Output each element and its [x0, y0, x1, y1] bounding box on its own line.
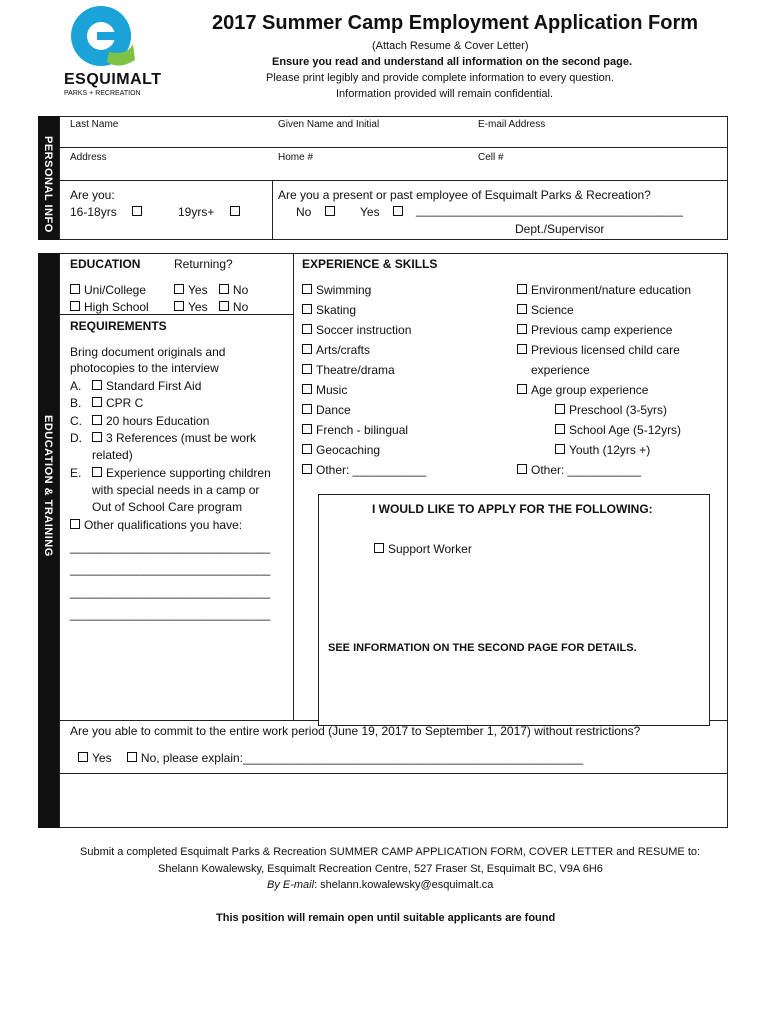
req-e-text: Experience supporting children — [106, 466, 271, 480]
age-preschool-checkbox[interactable] — [555, 404, 565, 414]
req-a-letter: A. — [70, 379, 82, 393]
qualification-line-1[interactable]: ______________________________ — [70, 540, 271, 554]
skill-soccer-checkbox[interactable] — [302, 324, 312, 334]
skill-environment-checkbox[interactable] — [517, 284, 527, 294]
logo-sub: PARKS + RECREATION — [64, 90, 141, 97]
req-c-text: 20 hours Education — [106, 414, 210, 428]
dept-blank[interactable]: ________________________________________ — [416, 203, 683, 217]
age-19-plus-checkbox[interactable] — [230, 206, 240, 216]
employee-yes-checkbox[interactable] — [393, 206, 403, 216]
education-side-label: EDUCATION & TRAINING — [38, 253, 59, 828]
support-worker-label: Support Worker — [388, 542, 472, 556]
skill-skating-checkbox[interactable] — [302, 304, 312, 314]
high-school-checkbox[interactable] — [70, 301, 80, 311]
skill-child-care-label-2: experience — [531, 363, 590, 377]
email-label[interactable]: E-mail Address — [478, 119, 546, 130]
req-e-letter: E. — [70, 466, 82, 480]
age-19-plus-label: 19yrs+ — [178, 205, 215, 219]
skill-science-checkbox[interactable] — [517, 304, 527, 314]
header-line1: (Attach Resume & Cover Letter) — [372, 40, 529, 52]
req-c-letter: C. — [70, 414, 82, 428]
skill-arts-label: Arts/crafts — [316, 343, 371, 357]
qualification-line-2[interactable]: ______________________________ — [70, 562, 271, 576]
req-e-text-3: Out of School Care program — [92, 500, 243, 514]
age-preschool-label: Preschool (3-5yrs) — [569, 403, 668, 417]
apply-box — [318, 494, 710, 726]
skill-environment-label: Environment/nature education — [531, 283, 692, 297]
education-heading: EDUCATION — [70, 257, 141, 271]
header-line4: Information provided will remain confidential. — [336, 88, 554, 100]
footer-line-1: Submit a completed Esquimalt Parks & Recreation SUMMER CAMP APPLICATION FORM, COVER LETTER and RESUME to: — [80, 846, 701, 858]
apply-heading: I WOULD LIKE TO APPLY FOR THE FOLLOWING: — [372, 502, 653, 516]
skill-science-label: Science — [531, 303, 574, 317]
hs-returning-yes-label: Yes — [188, 300, 208, 314]
uni-college-label: Uni/College — [84, 283, 147, 297]
logo-name: ESQUIMALT — [64, 71, 162, 88]
skill-right-other-checkbox[interactable] — [517, 464, 527, 474]
skill-french-checkbox[interactable] — [302, 424, 312, 434]
skill-soccer-label: Soccer instruction — [316, 323, 412, 337]
skill-age-group-label: Age group experience — [531, 383, 649, 397]
req-e-text-2: with special needs in a camp or — [92, 483, 260, 497]
req-c-checkbox[interactable] — [92, 415, 102, 425]
skill-dance-label: Dance — [316, 403, 351, 417]
req-b-text: CPR C — [106, 396, 144, 410]
skill-swimming-checkbox[interactable] — [302, 284, 312, 294]
employee-yes-label: Yes — [360, 205, 380, 219]
commit-yes-checkbox[interactable] — [78, 752, 88, 762]
skill-other-checkbox[interactable] — [302, 464, 312, 474]
age-16-18-label: 16-18yrs — [70, 205, 117, 219]
footer-note: This position will remain open until suitable applicants are found — [216, 912, 556, 924]
employee-question: Are you a present or past employee of Esquimalt Parks & Recreation? — [278, 188, 651, 202]
skill-geocaching-checkbox[interactable] — [302, 444, 312, 454]
other-qualifications-checkbox[interactable] — [70, 519, 80, 529]
skill-french-label: French - bilingual — [316, 423, 409, 437]
req-d-text: 3 References (must be work — [106, 431, 257, 445]
skill-child-care-label: Previous licensed child care — [531, 343, 680, 357]
header-line3: Please print legibly and provide complete information to every question. — [266, 72, 614, 84]
commit-no-checkbox[interactable] — [127, 752, 137, 762]
req-d-text-2: related) — [92, 448, 133, 462]
hs-returning-no-checkbox[interactable] — [219, 301, 229, 311]
skill-arts-checkbox[interactable] — [302, 344, 312, 354]
skill-theatre-checkbox[interactable] — [302, 364, 312, 374]
other-qualifications-label: Other qualifications you have: — [84, 518, 243, 532]
age-16-18-checkbox[interactable] — [132, 206, 142, 216]
home-phone-label[interactable]: Home # — [278, 152, 314, 163]
req-intro-1: Bring document originals and — [70, 345, 226, 359]
personal-info-side-label: PERSONAL INFO — [38, 116, 59, 240]
req-e-checkbox[interactable] — [92, 467, 102, 477]
are-you-label: Are you: — [70, 188, 115, 202]
cell-phone-label[interactable]: Cell # — [478, 152, 504, 163]
personal-info-box — [59, 116, 728, 240]
skill-dance-checkbox[interactable] — [302, 404, 312, 414]
req-d-letter: D. — [70, 431, 82, 445]
requirements-heading: REQUIREMENTS — [70, 319, 167, 333]
req-intro-2: photocopies to the interview — [70, 361, 219, 375]
returning-label: Returning? — [174, 257, 233, 271]
employee-no-label: No — [296, 205, 312, 219]
uni-college-checkbox[interactable] — [70, 284, 80, 294]
uni-returning-no-checkbox[interactable] — [219, 284, 229, 294]
uni-returning-yes-label: Yes — [188, 283, 208, 297]
commit-question: Are you able to commit to the entire work period (June 19, 2017 to September 1, 2017) without restrictions? — [70, 724, 641, 738]
contact-email[interactable]: : shelann.kowalewsky@esquimalt.ca — [314, 879, 494, 891]
commit-yes-label: Yes — [92, 751, 112, 765]
see-info-text: SEE INFORMATION ON THE SECOND PAGE FOR DETAILS. — [328, 642, 637, 654]
address-label[interactable]: Address — [70, 152, 107, 163]
skill-age-group-checkbox[interactable] — [517, 384, 527, 394]
skill-camp-experience-label: Previous camp experience — [531, 323, 673, 337]
skill-right-other-label[interactable]: Other: ___________ — [531, 463, 642, 477]
age-youth-label: Youth (12yrs +) — [569, 443, 651, 457]
uni-returning-yes-checkbox[interactable] — [174, 284, 184, 294]
commit-no-label[interactable]: No, please explain:___________________________________________________ — [140, 751, 584, 765]
employee-no-checkbox[interactable] — [325, 206, 335, 216]
req-a-checkbox[interactable] — [92, 380, 102, 390]
qualification-line-4[interactable]: ______________________________ — [70, 607, 271, 621]
req-d-checkbox[interactable] — [92, 432, 102, 442]
logo — [64, 4, 174, 100]
age-school-checkbox[interactable] — [555, 424, 565, 434]
age-school-label: School Age (5-12yrs) — [569, 423, 682, 437]
req-b-letter: B. — [70, 396, 82, 410]
footer-line-2: Shelann Kowalewsky, Esquimalt Recreation Centre, 527 Fraser St, Esquimalt BC, V9A 6H6 — [158, 863, 603, 875]
header-line2: Ensure you read and understand all information on the second page. — [272, 56, 632, 68]
skill-swimming-label: Swimming — [316, 283, 372, 297]
skill-theatre-label: Theatre/drama — [316, 363, 395, 377]
skill-geocaching-label: Geocaching — [316, 443, 381, 457]
age-youth-checkbox[interactable] — [555, 444, 565, 454]
skill-child-care-checkbox[interactable] — [517, 344, 527, 354]
dept-label: Dept./Supervisor — [515, 222, 605, 236]
uni-returning-no-label: No — [232, 283, 249, 297]
hs-returning-yes-checkbox[interactable] — [174, 301, 184, 311]
skill-other-label[interactable]: Other: ___________ — [316, 463, 427, 477]
high-school-label: High School — [84, 300, 149, 314]
form-title: 2017 Summer Camp Employment Application Form — [212, 12, 699, 34]
skill-music-label: Music — [316, 383, 348, 397]
last-name-label[interactable]: Last Name — [70, 119, 119, 130]
logo-mark-icon — [69, 4, 139, 72]
skill-camp-experience-checkbox[interactable] — [517, 324, 527, 334]
email-label-italic: By E-mail — [267, 879, 315, 891]
skill-skating-label: Skating — [316, 303, 357, 317]
skill-music-checkbox[interactable] — [302, 384, 312, 394]
qualification-line-3[interactable]: ______________________________ — [70, 585, 271, 599]
support-worker-checkbox[interactable] — [374, 543, 384, 553]
experience-heading: EXPERIENCE & SKILLS — [302, 257, 438, 271]
req-b-checkbox[interactable] — [92, 397, 102, 407]
req-a-text: Standard First Aid — [106, 379, 202, 393]
given-name-label[interactable]: Given Name and Initial — [278, 119, 380, 130]
hs-returning-no-label: No — [232, 300, 249, 314]
